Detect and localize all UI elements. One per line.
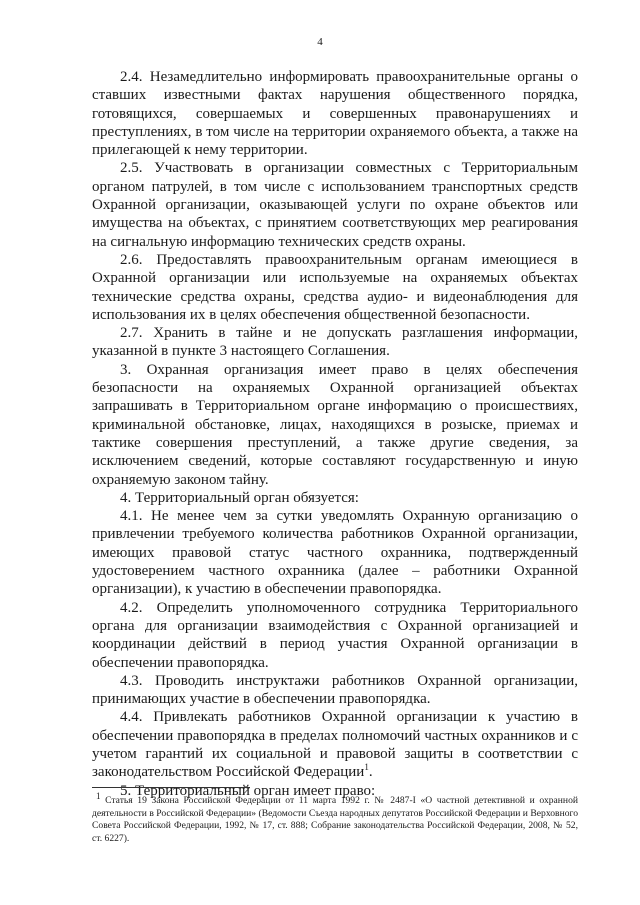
paragraph-4-1: 4.1. Не менее чем за сутки уведомлять Охранную организацию о привлечении требуемого количества работников Охранной организации, имеющих правовой статус частного охранника, подтвержденный удостоверением частного охранника (далее – работники Охранной организации), к участию в обеспечении правопорядка.: [92, 508, 578, 598]
footnote-reference[interactable]: 1: [364, 762, 369, 773]
footnote-divider: [92, 787, 250, 788]
footnote-mark: 1: [96, 790, 101, 801]
paragraph-4-2: 4.2. Определить уполномоченного сотрудника Территориального органа для организации взаимодействия с Охранной организацией и координации действий в период участия Охранной организации в обеспечении правопорядка.: [92, 599, 578, 671]
paragraph-2-7: 2.7. Хранить в тайне и не допускать разглашения информации, указанной в пункте 3 настоящего Соглашения.: [92, 325, 578, 360]
paragraph-4-3: 4.3. Проводить инструктажи работников Охранной организации, принимающих участие в обеспечении правопорядка.: [92, 672, 578, 708]
paragraph-4-4-text: 4.4. Привлекать работников Охранной организации к участию в обеспечении правопорядка в пределах полномочий частных охранников и с учетом гарантий их социальной и правовой защиты в соответствии с законодательством Российской Федерации: [92, 709, 578, 781]
paragraph-2-4: 2.4. Незамедлительно информировать правоохранительные органы о ставших известными фактах нарушения общественного порядка, готовящихся, совершаемых и совершенных правонарушениях и преступлениях, в том числе на территории охраняемого объекта, а также на прилегающей к нему территории.: [92, 69, 578, 159]
paragraph-4-4-end: .: [368, 764, 373, 781]
document-body: [92, 68, 578, 800]
page-number: 4: [317, 36, 323, 48]
paragraph-4-4: [92, 708, 578, 781]
paragraph-5: 5. Территориальный орган имеет право:: [120, 782, 376, 799]
paragraph-2-6: 2.6. Предоставлять правоохранительным органам имеющиеся в Охранной организации или используемые на охраняемых объектах технические средства охраны, средства аудио- и видеонаблюдения для использования их в целях обеспечения общественной безопасности.: [92, 251, 578, 323]
paragraph-2-5: 2.5. Участвовать в организации совместных с Территориальным органом патрулей, в том числе с использованием транспортных средств Охранной организации, оказывающей услуги по охране объектов или имущества на объектах, с принятием соответствующих мер реагирования на сигнальную информацию технических средств охраны.: [92, 160, 578, 250]
paragraph-4: 4. Территориальный орган обязуется:: [120, 489, 359, 506]
footnote-text: Статья 19 Закона Российской Федерации от 11 марта 1992 г. № 2487-I «О частной детективной и охранной деятельности в Российской Федерации» (Ведомости Съезда народных депутатов Российской Федерации и Верховного Совета Российской Федерации, 1992, № 17, ст. 888; Собрание законодательства Российской Федерации, 2008, № 52, ст. 6227).: [92, 795, 578, 844]
paragraph-3: 3. Охранная организация имеет право в целях обеспечения безопасности на охраняемых Охранной организацией объектах запрашивать в Территориальном органе информацию о происшествиях, криминальной обстановке, лицах, находящихся в розыске, приемах и тактике совершения преступлений, а также другие сведения, за исключением сведений, которые составляют государственную и иную охраняемую законом тайну.: [92, 361, 578, 488]
